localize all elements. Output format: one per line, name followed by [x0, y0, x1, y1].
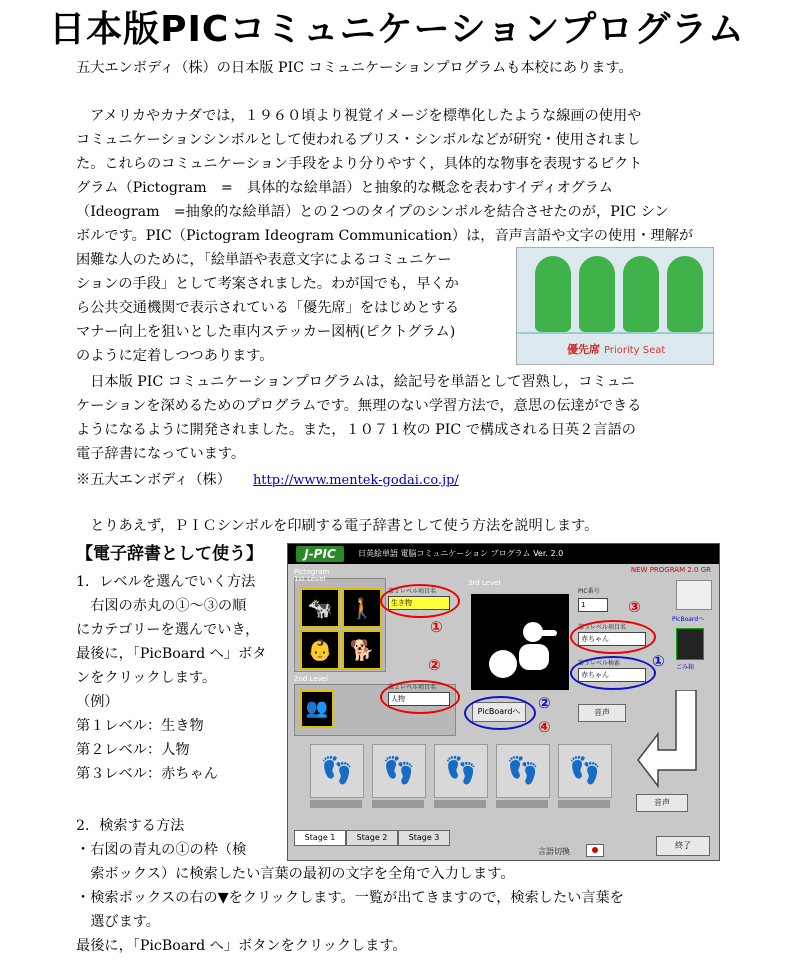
red-marker-1: ① [430, 618, 443, 636]
tab-stage-3[interactable]: Stage 3 [398, 830, 450, 846]
company-link[interactable]: http://www.mentek-godai.co.jp/ [252, 473, 459, 488]
method2-heading: 2．検索する方法 [76, 818, 185, 834]
para1-line: ションの手段」として考案されました。わが国でも，早くか [76, 276, 459, 292]
blue-marker-circle [570, 656, 656, 690]
method2-line: ・検索ボックスの右の▼をクリックします。一覧が出てきますので，検索したい言葉を [76, 890, 624, 906]
method1-line: （例） [76, 694, 119, 710]
para1-line: グラム（Pictogram = 具体的な絵単語）と抽象的な概念を表わすイディオグラム [76, 180, 613, 196]
lead-text: とりあえず，ＰＩＣシンボルを印刷する電子辞書として使う方法を説明します。 [76, 518, 599, 534]
category-animal-icon[interactable]: 🐄 [300, 588, 340, 628]
search-box[interactable]: 赤ちゃん [578, 668, 646, 682]
app-titlebar [288, 544, 719, 564]
method1-line: 第３レベル：赤ちゃん [76, 766, 218, 782]
sel2-caption: 第２レベル項目名 [388, 684, 437, 691]
para1-line: た。これらのコミュニケーション手段をより分りやすく，具体的な物事を表現するピクト [76, 156, 643, 172]
picboard-slot[interactable]: 👣 [558, 744, 612, 798]
method2-line: ・右図の青丸の①の枠（検 [76, 842, 247, 858]
level1-label: 1st Level [294, 575, 326, 583]
picboard-slot[interactable]: 👣 [496, 744, 550, 798]
picboard-slot[interactable]: 👣 [434, 744, 488, 798]
red-marker-circle [380, 680, 460, 714]
blue-marker-circle [464, 696, 536, 730]
method1-line: 最後に，「PicBoard へ」ボタ [76, 646, 267, 662]
sel3-caption: 第３レベル項目名 [578, 624, 627, 631]
slot-label-bar [310, 800, 362, 808]
picboard-button[interactable]: PicBoardへ [472, 702, 526, 722]
para1-line: （Ideogram =抽象的な絵単語）との２つのタイプのシンボルを結合させたのが，PIC シン [76, 204, 669, 220]
voice-button[interactable]: 音声 [578, 704, 626, 722]
para1-line: のように定着しつつあります。 [76, 348, 274, 364]
picboard-slot[interactable]: 👣 [310, 744, 364, 798]
japan-flag-icon[interactable] [586, 844, 604, 857]
category-person-icon[interactable]: 🚶 [342, 588, 382, 628]
priority-seat-photo [516, 247, 714, 365]
method2-line: 最後に，「PicBoard へ」ボタンをクリックします。 [76, 938, 407, 954]
jpic-app-screenshot [287, 543, 720, 861]
slot-label-bar [372, 800, 424, 808]
category-dog-icon[interactable]: 🐕 [342, 630, 382, 670]
red-marker-circle [380, 584, 460, 618]
language-switch-label: 言語切換 [538, 847, 570, 856]
voice-button-2[interactable]: 音声 [636, 794, 688, 812]
app-bottom-bar [288, 844, 719, 860]
pic-number-field[interactable]: 1 [578, 598, 608, 612]
app-title: 日英絵単語 電脳コミュニケーション プログラム Ver. 2.0 [358, 549, 564, 558]
level3-label: 3rd Level [468, 579, 501, 587]
red-marker-2: ② [428, 656, 441, 674]
level2-label: 2nd Level [294, 675, 329, 683]
slot-label-bar [496, 800, 548, 808]
method1-line: ンをクリックします。 [76, 670, 217, 686]
method1-line: 第１レベル：生き物 [76, 718, 204, 734]
red-marker-4: ④ [538, 718, 551, 736]
section-heading: 【電子辞書として使う】 [76, 544, 263, 564]
app-version-note: NEW PROGRAM 2.0 GR [630, 566, 711, 574]
method1-line: 右図の赤丸の①～③の順 [76, 598, 247, 614]
page-title: 日本版PICコミュニケーションプログラム [49, 9, 745, 50]
para2-line: 日本版 PIC コミュニケーションプログラムは，絵記号を単語として習熟し，コミュニ [76, 374, 635, 390]
search-caption: 第３レベル検索 [578, 660, 621, 667]
red-marker-3: ③ [628, 598, 641, 616]
para1-line: ボルです。PIC（Pictogram Ideogram Communication）は，音声言語や文字の使用・理解が [76, 228, 694, 244]
trash-icon[interactable] [676, 628, 704, 660]
level1-select[interactable]: 生き物 [388, 596, 450, 610]
method1-line: 第２レベル：人物 [76, 742, 190, 758]
sel1-caption: 第１レベル項目名 [388, 588, 437, 595]
trash-label: ごみ箱 [676, 664, 695, 671]
company-note: ※五大エンボディ（株） http://www.mentek-godai.co.jp/ [76, 472, 459, 488]
slot-label-bar [558, 800, 610, 808]
red-marker-circle [570, 620, 656, 654]
picboard-link[interactable]: PicBoardへ [672, 616, 705, 623]
level2-select[interactable]: 人物 [388, 692, 450, 706]
picboard-slot[interactable]: 👣 [372, 744, 426, 798]
category-people-icon[interactable]: 👥 [300, 690, 334, 728]
method1-line: にカテゴリーを選んでいき， [76, 622, 260, 638]
blue-marker-2: ② [538, 694, 551, 712]
exit-button[interactable]: 終了 [656, 836, 710, 856]
pic-number-label: PIC番号 [578, 588, 600, 595]
method2-line: 索ボックス）に検索したい言葉の最初の文字を全角で入力します。 [76, 866, 515, 882]
slot-label-bar [434, 800, 486, 808]
para1-line: ら公共交通機関で表示されている「優先席」をはじめとする [76, 300, 460, 316]
panel-label: Pictogram [294, 568, 330, 576]
method1-heading: 1．レベルを選んでいく方法 [76, 574, 256, 590]
para2-line: ケーションを深めるためのプログラムです。無理のない学習方法で，意思の伝達ができる [76, 398, 642, 414]
tab-stage-1[interactable]: Stage 1 [294, 830, 346, 846]
method2-line: 選びます。 [76, 914, 160, 930]
blue-marker-1: ① [652, 652, 665, 670]
tool-buttons[interactable] [676, 580, 712, 610]
para1-line: アメリカやカナダでは，１９６０頃より視覚イメージを標準化したような線画の使用や [76, 108, 642, 124]
baby-pictogram [471, 594, 569, 690]
level3-select[interactable]: 赤ちゃん [578, 632, 646, 646]
para2-line: 電子辞書になっています。 [76, 446, 246, 462]
para1-line: コミュニケーションシンボルとして使われるブリス・シンボルなどが研究・使用されまし [76, 132, 641, 148]
para2-line: ようになるように開発されました。また，１０７１枚の PIC で構成される日英２言語の [76, 422, 636, 438]
arrow-left-icon [636, 690, 698, 800]
category-baby-icon[interactable]: 👶 [300, 630, 340, 670]
jpic-logo: J-PIC [296, 546, 344, 562]
para1-line: マナー向上を狙いとした車内ステッカー図柄(ピクトグラム) [76, 324, 456, 340]
intro-text: 五大エンボディ（株）の日本版 PIC コミュニケーションプログラムも本校にあります。 [76, 60, 633, 76]
pic-preview [471, 594, 569, 690]
photo-caption: 優先席 Priority Seat [567, 343, 666, 356]
tab-stage-2[interactable]: Stage 2 [346, 830, 398, 846]
para1-line: 困難な人のために，「絵単語や表意文字によるコミュニケー [76, 252, 452, 268]
